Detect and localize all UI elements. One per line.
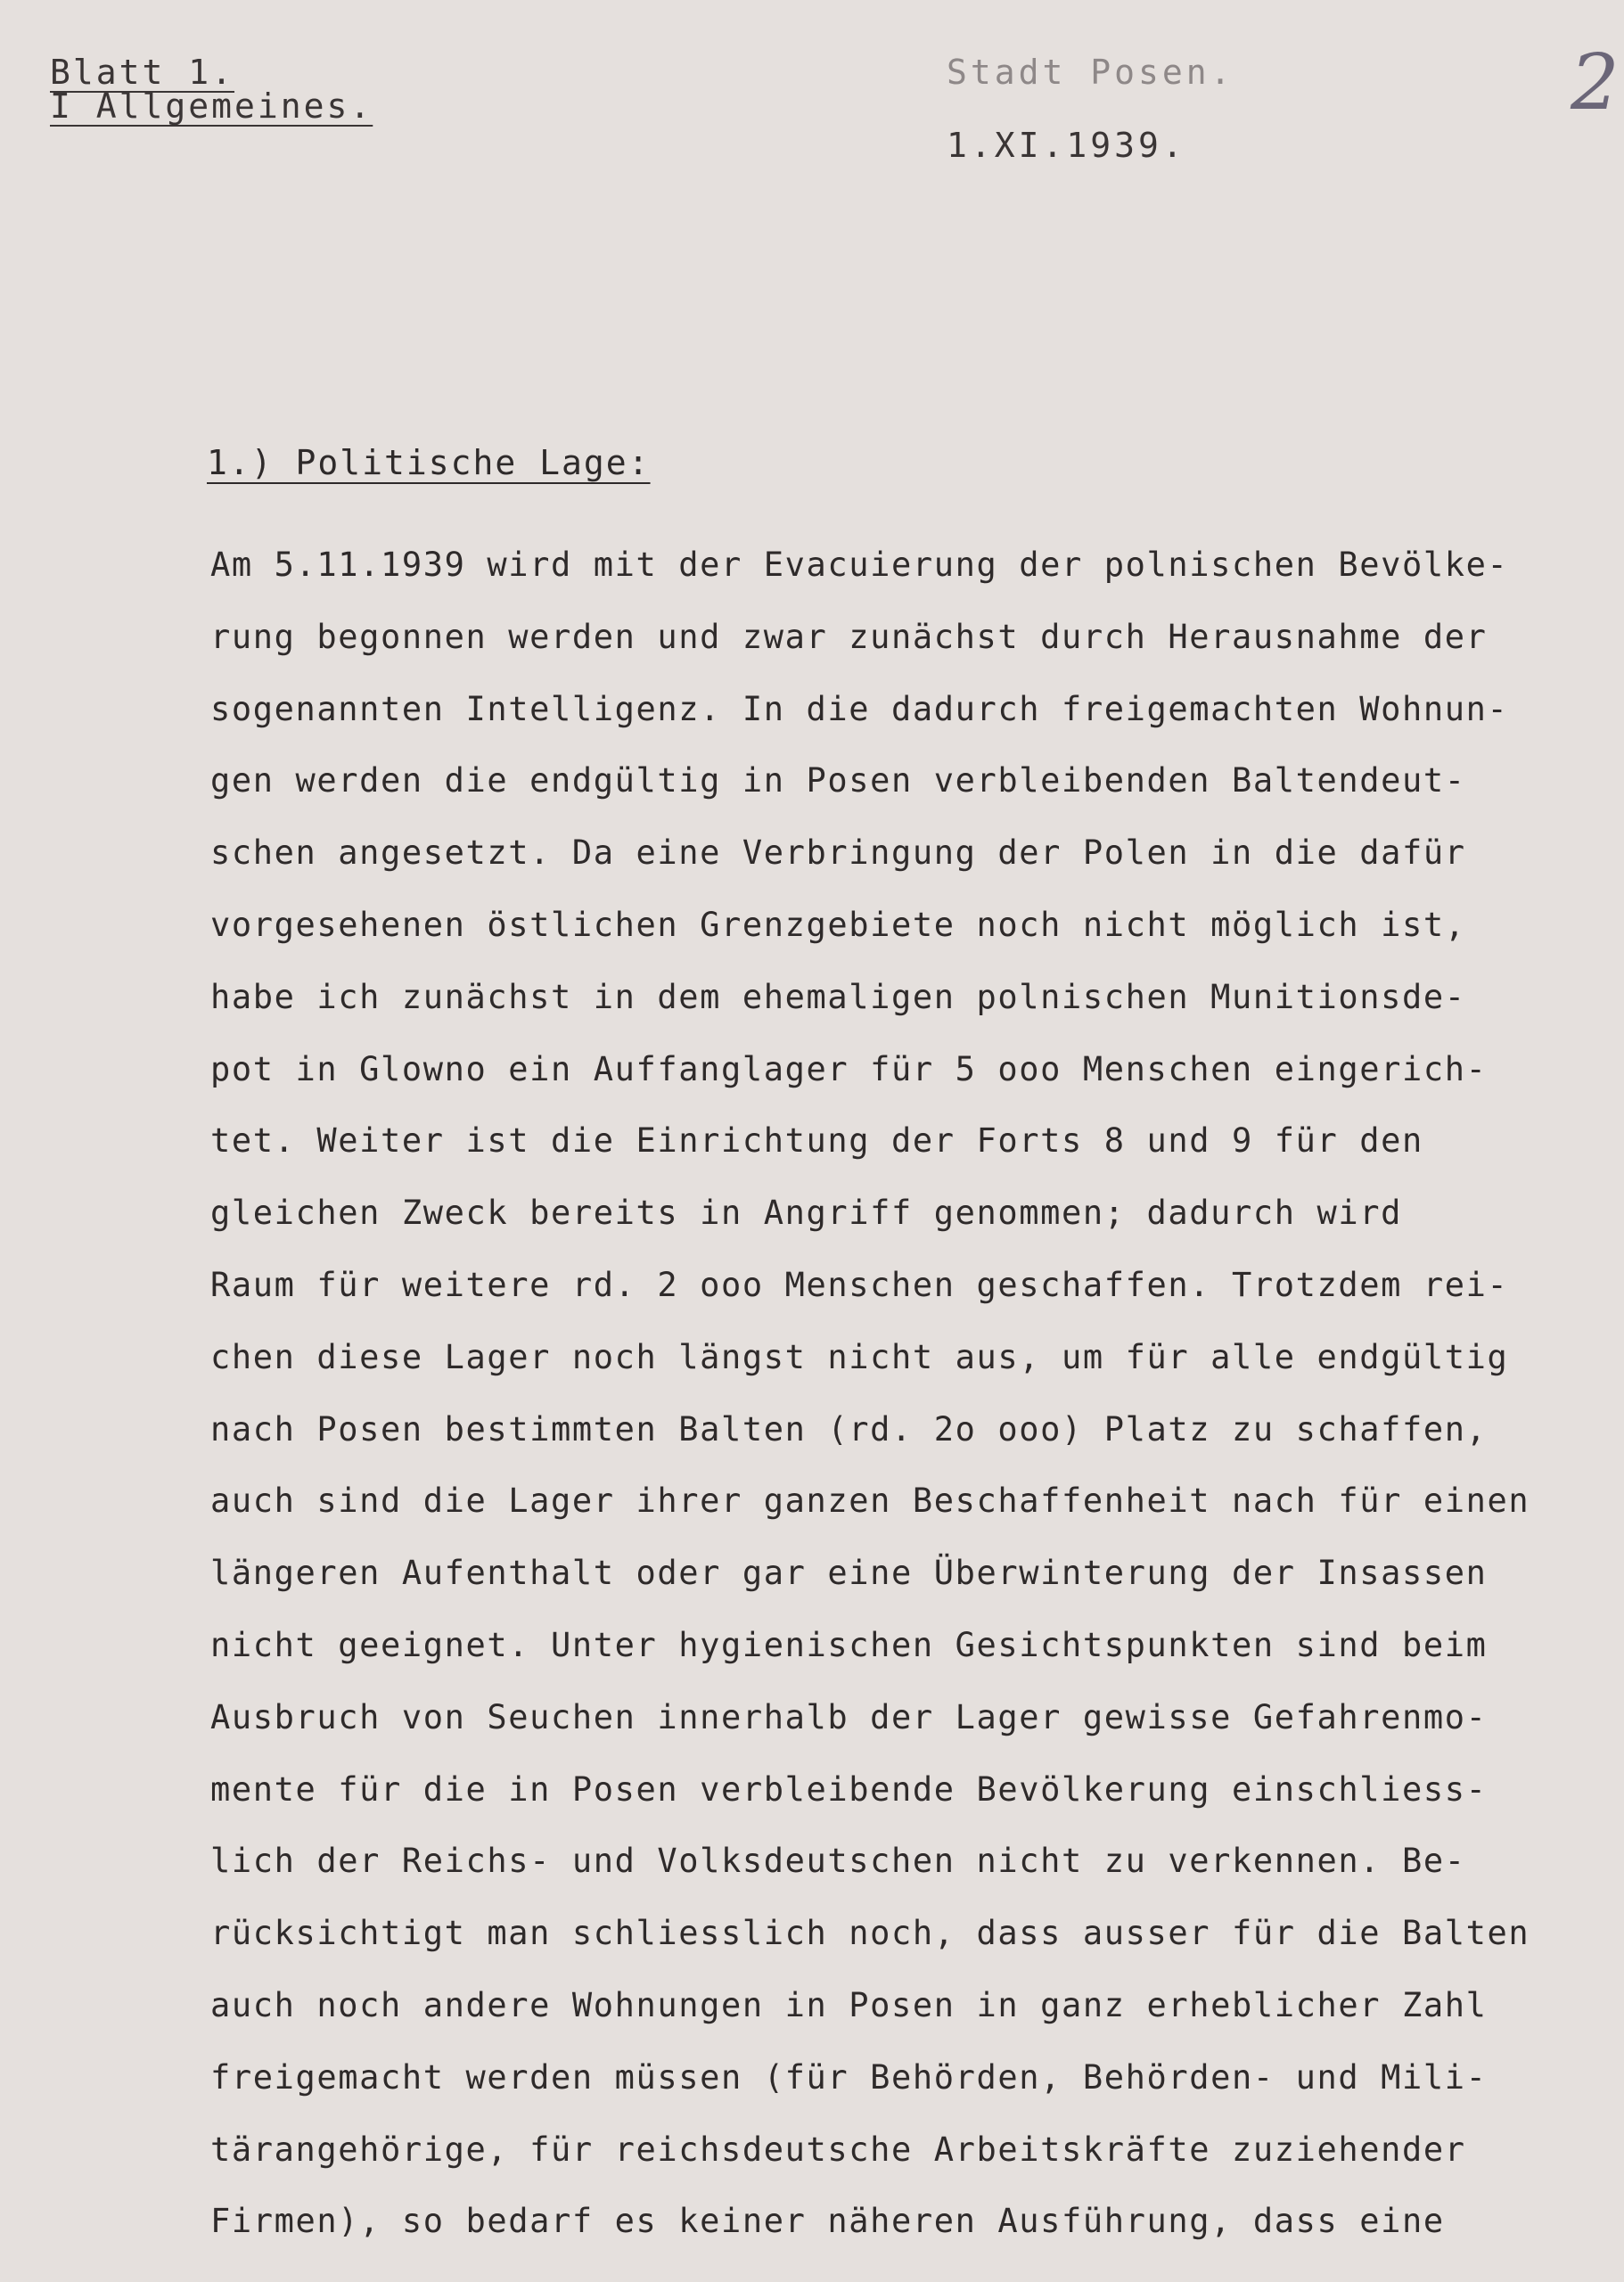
text-line: rung begonnen werden und zwar zunächst durch Herausnahme der — [210, 617, 1488, 656]
section-label: I Allgemeines. — [50, 86, 373, 126]
sheet-label: Blatt 1. — [50, 53, 235, 92]
body-text — [210, 529, 1601, 2258]
text-line: nicht geeignet. Unter hygienischen Gesichtspunkten sind beim — [210, 1625, 1488, 1664]
text-line: Ausbruch von Seuchen innerhalb der Lager gewisse Gefahrenmo- — [210, 1697, 1488, 1736]
header-left — [50, 53, 373, 126]
text-line: sogenannten Intelligenz. In die dadurch freigemachten Wohnun- — [210, 689, 1509, 728]
text-line: pot in Glowno ein Auffanglager für 5 ooo Menschen eingerich- — [210, 1049, 1488, 1088]
text-line: lich der Reichs- und Volksdeutschen nicht zu verkennen. Be- — [210, 1842, 1466, 1881]
city-label: Stadt Posen. — [947, 53, 1234, 92]
section-heading: 1.) Politische Lage: — [207, 443, 651, 482]
text-line: Am 5.11.1939 wird mit der Evacuierung der polnischen Bevölke- — [210, 546, 1509, 584]
text-line: tärangehörige, für reichsdeutsche Arbeitskräfte zuziehender — [210, 2130, 1466, 2169]
text-line: rücksichtigt man schliesslich noch, dass ausser für die Balten — [210, 1914, 1530, 1953]
text-line: auch noch andere Wohnungen in Posen in ganz erheblicher Zahl — [210, 1985, 1488, 2024]
text-line: schen angesetzt. Da eine Verbringung der Polen in die dafür — [210, 833, 1466, 873]
text-line: habe ich zunächst in dem ehemaligen polnischen Munitionsde- — [210, 977, 1466, 1016]
handwritten-page-number: 2 — [1571, 38, 1620, 127]
text-line: tet. Weiter ist die Einrichtung der Forts 8 und 9 für den — [210, 1121, 1423, 1161]
text-line: gen werden die endgültig in Posen verbleibenden Baltendeut- — [210, 761, 1466, 800]
header-right — [947, 53, 1234, 165]
text-line: Raum für weitere rd. 2 ooo Menschen geschaffen. Trotzdem rei- — [210, 1265, 1509, 1304]
text-line: chen diese Lager noch längst nicht aus, um für alle endgültig — [210, 1337, 1509, 1376]
text-line: gleichen Zweck bereits in Angriff genommen; dadurch wird — [210, 1194, 1403, 1233]
text-line: längeren Aufenthalt oder gar eine Überwinterung der Insassen — [210, 1554, 1488, 1593]
document-date: 1.XI.1939. — [947, 126, 1186, 165]
text-line: nach Posen bestimmten Balten (rd. 2o ooo) Platz zu schaffen, — [210, 1409, 1488, 1449]
text-line: vorgesehenen östlichen Grenzgebiete noch nicht möglich ist, — [210, 905, 1466, 944]
text-line: freigemacht werden müssen (für Behörden, Behörden- und Mili- — [210, 2057, 1488, 2097]
text-line: mente für die in Posen verbleibende Bevölkerung einschliess- — [210, 1769, 1488, 1809]
text-line: Firmen), so bedarf es keiner näheren Ausführung, dass eine — [210, 2202, 1445, 2241]
text-line: auch sind die Lager ihrer ganzen Beschaffenheit nach für einen — [210, 1482, 1530, 1521]
